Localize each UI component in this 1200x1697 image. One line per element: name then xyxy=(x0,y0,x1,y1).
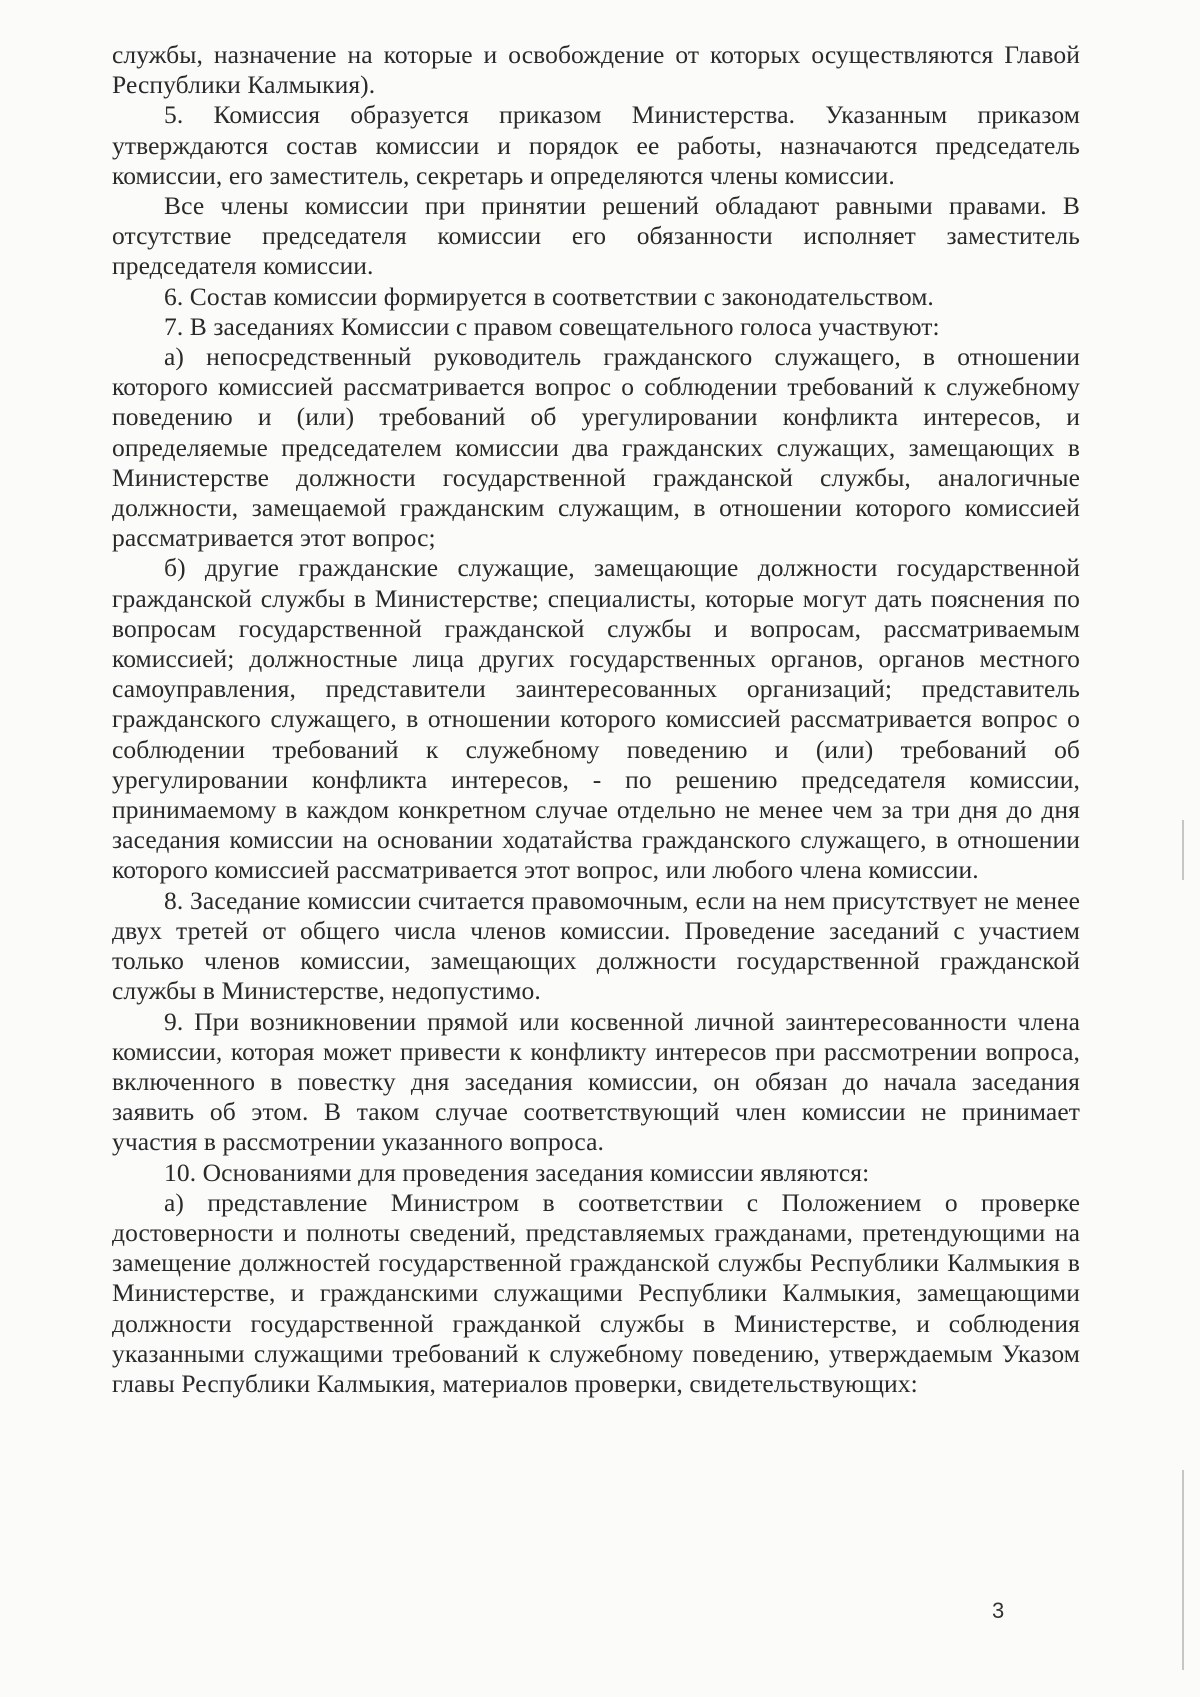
paragraph-continuation: службы, назначение на которые и освобождение от которых осуществляются Главой Республики Калмыкия). xyxy=(112,40,1080,100)
scan-edge-mark xyxy=(1182,820,1184,880)
paragraph-item-5: 5. Комиссия образуется приказом Министерства. Указанным приказом утверждаются состав комиссии и порядок ее работы, назначаются председатель комиссии, его заместитель, секретарь и определяются члены комиссии. xyxy=(112,100,1080,190)
paragraph-item-7b: б) другие гражданские служащие, замещающие должности государственной гражданской службы в Министерстве; специалисты, которые могут дать пояснения по вопросам государственной гражданской службы и вопросам, рассматриваемым комиссией; должностные лица других государственных органов, органов местного самоуправления, представители заинтересованных организаций; представитель гражданского служащего, в отношении которого комиссией рассматривается вопрос о соблюдении требований к служебному поведению и (или) требований об урегулировании конфликта интересов, - по решению председателя комиссии, принимаемому в каждом конкретном случае отдельно не менее чем за три дня до дня заседания комиссии на основании ходатайства гражданского служащего, в отношении которого комиссией рассматривается этот вопрос, или любого члена комиссии. xyxy=(112,553,1080,885)
paragraph-item-10a: а) представление Министром в соответствии с Положением о проверке достоверности и полноты сведений, представляемых гражданами, претендующими на замещение должностей государственной гражданской службы Республики Калмыкия в Министерстве, и гражданскими служащими Республики Калмыкия, замещающими должности государственной гражданкой службы в Министерстве, и соблюдения указанными служащими требований к служебному поведению, утверждаемым Указом главы Республики Калмыкия, материалов проверки, свидетельствующих: xyxy=(112,1187,1080,1398)
document-body xyxy=(112,40,1080,1399)
paragraph-item-7a: а) непосредственный руководитель гражданского служащего, в отношении которого комиссией рассматривается вопрос о соблюдении требований к служебному поведению и (или) требований об урегулировании конфликта интересов, и определяемые председателем комиссии два гражданских служащих, замещающих в Министерстве должности государственной гражданской службы, аналогичные должности, замещаемой гражданским служащим, в отношении которого комиссией рассматривается этот вопрос; xyxy=(112,342,1080,553)
paragraph-item-6: 6. Состав комиссии формируется в соответствии с законодательством. xyxy=(164,281,934,311)
page-number: 3 xyxy=(992,1598,1005,1623)
paragraph-item-5-equal-rights: Все члены комиссии при принятии решений обладают равными правами. В отсутствие председателя комиссии его обязанности исполняет заместитель председателя комиссии. xyxy=(112,191,1080,281)
paragraph-item-8: 8. Заседание комиссии считается правомочным, если на нем присутствует не менее двух третей от общего числа членов комиссии. Проведение заседаний с участием только членов комиссии, замещающих должности государственной гражданской службы в Министерстве, недопустимо. xyxy=(112,885,1080,1006)
scan-edge-mark xyxy=(1182,1470,1184,1670)
paragraph-item-10: 10. Основаниями для проведения заседания комиссии являются: xyxy=(164,1157,870,1187)
paragraph-item-9: 9. При возникновении прямой или косвенной личной заинтересованности члена комиссии, которая может привести к конфликту интересов при рассмотрении вопроса, включенного в повестку дня заседания комиссии, он обязан до начала заседания заявить об этом. В таком случае соответствующий член комиссии не принимает участия в рассмотрении указанного вопроса. xyxy=(112,1006,1080,1157)
paragraph-item-7: 7. В заседаниях Комиссии с правом совещательного голоса участвуют: xyxy=(164,311,940,341)
